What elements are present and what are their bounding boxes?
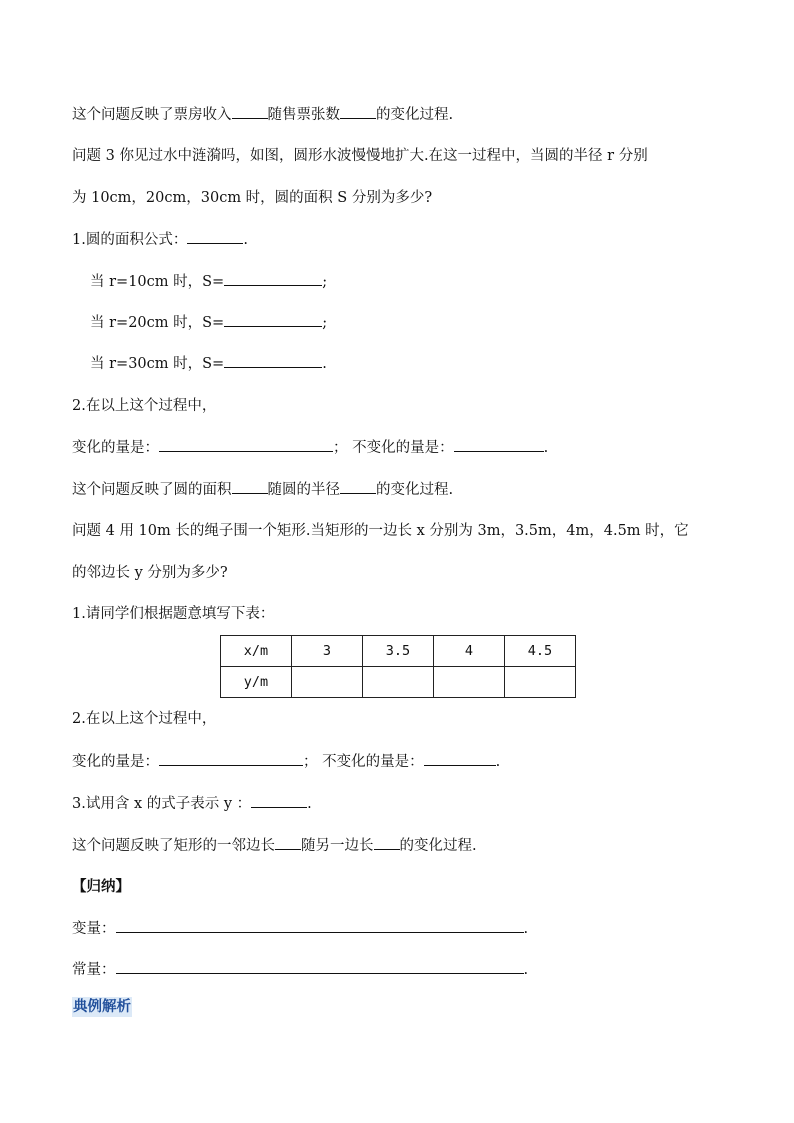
variable-label: 变量：	[72, 921, 116, 937]
table-cell: 4	[434, 636, 505, 667]
q3-text-line2: 为 10cm，20cm，30cm 时，圆的面积 S 分别为多少?	[72, 190, 433, 206]
table-row	[221, 636, 576, 667]
formula-label: 1.圆的面积公式：	[72, 232, 188, 248]
variable-blank[interactable]	[116, 918, 524, 933]
semicolon: ;	[322, 274, 328, 290]
constant-line	[72, 959, 528, 980]
summary-pre: 这个问题反映了矩形的一邻边长	[72, 838, 275, 854]
q2-summary-pre: 这个问题反映了票房收入	[72, 107, 232, 123]
q4-table-intro: 1.请同学们根据题意填写下表：	[72, 606, 275, 622]
q4-process-line: 2.在以上这个过程中，	[72, 711, 217, 727]
table-input-cell[interactable]	[505, 667, 576, 698]
q3-formula-line	[72, 229, 248, 250]
q4-summary-line	[72, 835, 477, 856]
table-cell: 3.5	[363, 636, 434, 667]
constant-label: ； 不变化的量是：	[303, 754, 424, 770]
r20-label: 当 r=20cm 时，S=	[90, 315, 225, 331]
r10-blank[interactable]	[224, 271, 322, 286]
expr-blank[interactable]	[251, 793, 307, 808]
period: .	[543, 440, 549, 456]
table-cell: y/m	[221, 667, 292, 698]
table-cell: 4.5	[505, 636, 576, 667]
table-row	[221, 667, 576, 698]
varying-label: 变化的量是：	[72, 754, 159, 770]
blank-field[interactable]	[275, 835, 301, 850]
period: .	[243, 232, 248, 248]
section-heading: 典例解析	[73, 998, 131, 1015]
q3-r20-line	[90, 312, 327, 333]
summary-post: 的变化过程.	[399, 838, 477, 854]
q3-process-line: 2.在以上这个过程中，	[72, 398, 217, 414]
semicolon: ;	[322, 315, 328, 331]
summary-mid: 随另一边长	[301, 838, 374, 854]
summary-mid: 随圆的半径	[267, 482, 340, 498]
constant-blank[interactable]	[454, 437, 544, 452]
q4-text-line2: 的邻边长 y 分别为多少?	[72, 565, 228, 581]
q3-summary-line	[72, 479, 453, 500]
varying-blank[interactable]	[159, 437, 333, 452]
period: .	[322, 356, 327, 372]
blank-field[interactable]	[374, 835, 400, 850]
constant-label: ； 不变化的量是：	[333, 440, 454, 456]
q3-varying-line	[72, 437, 548, 458]
summary-title: 【归纳】	[72, 878, 130, 895]
summary-post: 的变化过程.	[376, 482, 454, 498]
r30-label: 当 r=30cm 时，S=	[90, 356, 225, 372]
q4-expr-line	[72, 793, 312, 814]
varying-blank[interactable]	[159, 751, 303, 766]
period: .	[523, 962, 529, 978]
blank-field[interactable]	[340, 104, 376, 119]
variable-line	[72, 918, 528, 939]
q3-r10-line	[90, 271, 327, 292]
summary-pre: 这个问题反映了圆的面积	[72, 482, 232, 498]
r30-blank[interactable]	[224, 353, 322, 368]
q4-varying-line	[72, 751, 500, 772]
r20-blank[interactable]	[224, 312, 322, 327]
period: .	[495, 754, 501, 770]
q4-text-line1: 问题 4 用 10m 长的绳子围一个矩形.当矩形的一边长 x 分别为 3m，3.5m，4m，4.5m 时，它	[72, 523, 689, 539]
blank-field[interactable]	[232, 104, 268, 119]
q3-text-line1: 问题 3 你见过水中涟漪吗，如图，圆形水波慢慢地扩大.在这一过程中，当圆的半径 r 分别	[72, 148, 648, 164]
table-cell: x/m	[221, 636, 292, 667]
q2-summary-line	[72, 104, 453, 125]
q2-summary-post: 的变化过程.	[376, 107, 454, 123]
data-table	[220, 635, 576, 698]
table-input-cell[interactable]	[292, 667, 363, 698]
period: .	[307, 796, 312, 812]
table-input-cell[interactable]	[434, 667, 505, 698]
expr-label: 3.试用含 x 的式子表示 y ：	[72, 796, 252, 812]
formula-blank[interactable]	[187, 229, 243, 244]
q3-r30-line	[90, 353, 327, 374]
varying-label: 变化的量是：	[72, 440, 159, 456]
constant-blank[interactable]	[424, 751, 496, 766]
table-input-cell[interactable]	[363, 667, 434, 698]
period: .	[523, 921, 529, 937]
q2-summary-mid: 随售票张数	[267, 107, 340, 123]
r10-label: 当 r=10cm 时，S=	[90, 274, 225, 290]
blank-field[interactable]	[232, 479, 268, 494]
constant-blank[interactable]	[116, 959, 524, 974]
blank-field[interactable]	[340, 479, 376, 494]
table-cell: 3	[292, 636, 363, 667]
constant-label: 常量：	[72, 962, 116, 978]
